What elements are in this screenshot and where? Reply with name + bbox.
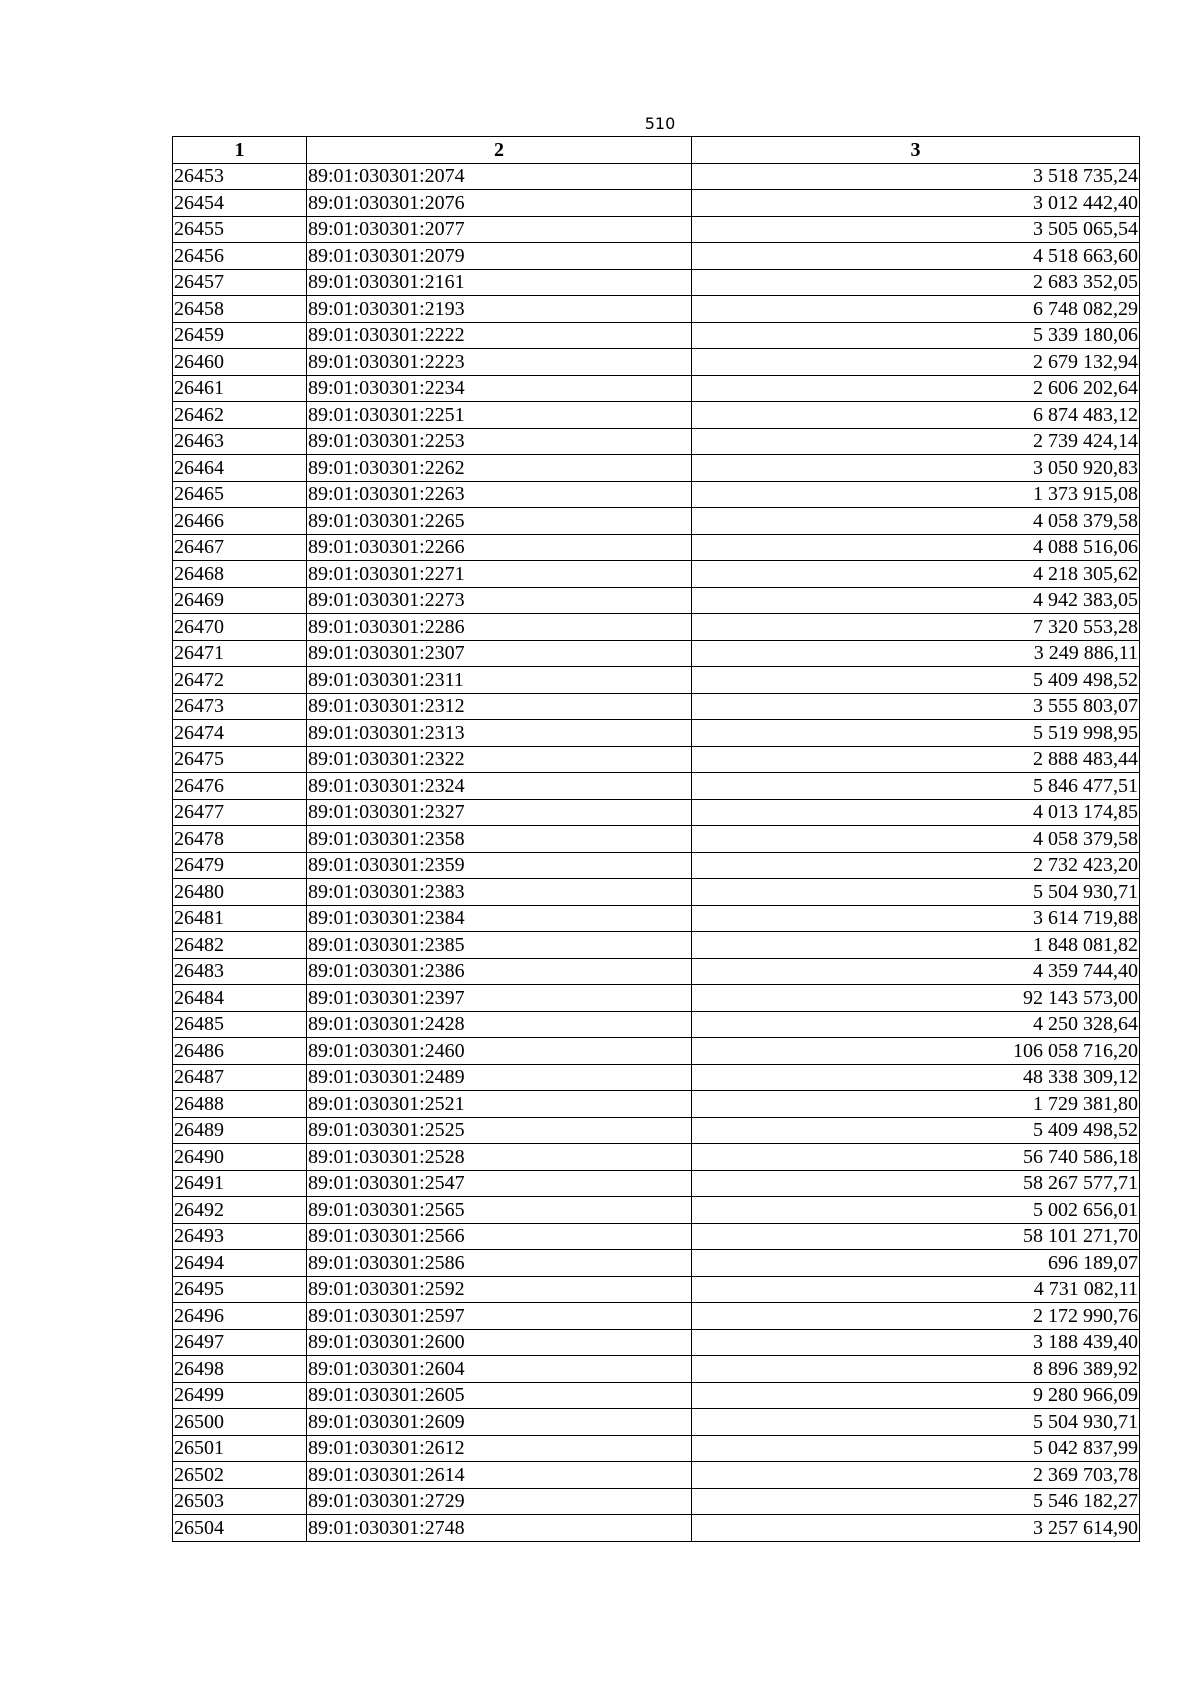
row-number-cell: 26462 <box>173 402 307 429</box>
value-cell: 2 606 202,64 <box>692 375 1140 402</box>
table-row <box>173 534 1140 561</box>
cadastral-number-cell: 89:01:030301:2605 <box>307 1382 692 1409</box>
header-row <box>173 137 1140 164</box>
value-cell: 1 373 915,08 <box>692 481 1140 508</box>
header-col-3: 3 <box>692 137 1140 164</box>
cadastral-number-cell: 89:01:030301:2273 <box>307 587 692 614</box>
value-cell: 2 369 703,78 <box>692 1462 1140 1489</box>
value-cell: 5 002 656,01 <box>692 1197 1140 1224</box>
cadastral-number-cell: 89:01:030301:2263 <box>307 481 692 508</box>
value-cell: 5 409 498,52 <box>692 667 1140 694</box>
table-row <box>173 163 1140 190</box>
cadastral-number-cell: 89:01:030301:2312 <box>307 693 692 720</box>
table-row <box>173 1303 1140 1330</box>
value-cell: 3 012 442,40 <box>692 190 1140 217</box>
cadastral-number-cell: 89:01:030301:2528 <box>307 1144 692 1171</box>
value-cell: 2 679 132,94 <box>692 349 1140 376</box>
page-number: 510 <box>644 114 676 133</box>
cadastral-number-cell: 89:01:030301:2383 <box>307 879 692 906</box>
row-number-cell: 26496 <box>173 1303 307 1330</box>
row-number-cell: 26500 <box>173 1409 307 1436</box>
row-number-cell: 26473 <box>173 693 307 720</box>
row-number-cell: 26492 <box>173 1197 307 1224</box>
row-number-cell: 26501 <box>173 1435 307 1462</box>
row-number-cell: 26497 <box>173 1329 307 1356</box>
row-number-cell: 26485 <box>173 1011 307 1038</box>
row-number-cell: 26479 <box>173 852 307 879</box>
table-row <box>173 561 1140 588</box>
row-number-cell: 26490 <box>173 1144 307 1171</box>
table-row <box>173 1409 1140 1436</box>
cadastral-number-cell: 89:01:030301:2265 <box>307 508 692 535</box>
cadastral-number-cell: 89:01:030301:2324 <box>307 773 692 800</box>
row-number-cell: 26463 <box>173 428 307 455</box>
cadastral-number-cell: 89:01:030301:2266 <box>307 534 692 561</box>
table-row <box>173 322 1140 349</box>
value-cell: 3 614 719,88 <box>692 905 1140 932</box>
value-cell: 58 101 271,70 <box>692 1223 1140 1250</box>
cadastral-number-cell: 89:01:030301:2074 <box>307 163 692 190</box>
table-row <box>173 1488 1140 1515</box>
cadastral-number-cell: 89:01:030301:2592 <box>307 1276 692 1303</box>
table-row <box>173 1515 1140 1542</box>
row-number-cell: 26453 <box>173 163 307 190</box>
value-cell: 5 504 930,71 <box>692 879 1140 906</box>
table-row <box>173 1223 1140 1250</box>
value-cell: 2 888 483,44 <box>692 746 1140 773</box>
table-row <box>173 852 1140 879</box>
value-cell: 5 504 930,71 <box>692 1409 1140 1436</box>
table-row <box>173 932 1140 959</box>
row-number-cell: 26468 <box>173 561 307 588</box>
table-row <box>173 614 1140 641</box>
table-row <box>173 1462 1140 1489</box>
value-cell: 2 683 352,05 <box>692 269 1140 296</box>
cadastral-number-cell: 89:01:030301:2193 <box>307 296 692 323</box>
table-row <box>173 190 1140 217</box>
row-number-cell: 26467 <box>173 534 307 561</box>
row-number-cell: 26491 <box>173 1170 307 1197</box>
value-cell: 3 257 614,90 <box>692 1515 1140 1542</box>
row-number-cell: 26499 <box>173 1382 307 1409</box>
cadastral-number-cell: 89:01:030301:2428 <box>307 1011 692 1038</box>
cadastral-number-cell: 89:01:030301:2489 <box>307 1064 692 1091</box>
cadastral-number-cell: 89:01:030301:2565 <box>307 1197 692 1224</box>
value-cell: 696 189,07 <box>692 1250 1140 1277</box>
value-cell: 5 846 477,51 <box>692 773 1140 800</box>
cadastral-number-cell: 89:01:030301:2271 <box>307 561 692 588</box>
table-header <box>173 137 1140 164</box>
cadastral-number-cell: 89:01:030301:2597 <box>307 1303 692 1330</box>
cadastral-number-cell: 89:01:030301:2327 <box>307 799 692 826</box>
cadastral-number-cell: 89:01:030301:2359 <box>307 852 692 879</box>
row-number-cell: 26480 <box>173 879 307 906</box>
row-number-cell: 26495 <box>173 1276 307 1303</box>
value-cell: 2 172 990,76 <box>692 1303 1140 1330</box>
value-cell: 48 338 309,12 <box>692 1064 1140 1091</box>
cadastral-number-cell: 89:01:030301:2253 <box>307 428 692 455</box>
table-row <box>173 375 1140 402</box>
cadastral-number-cell: 89:01:030301:2079 <box>307 243 692 270</box>
header-col-2: 2 <box>307 137 692 164</box>
table-row <box>173 826 1140 853</box>
value-cell: 3 188 439,40 <box>692 1329 1140 1356</box>
value-cell: 1 729 381,80 <box>692 1091 1140 1118</box>
row-number-cell: 26470 <box>173 614 307 641</box>
value-cell: 4 731 082,11 <box>692 1276 1140 1303</box>
table-row <box>173 243 1140 270</box>
value-cell: 106 058 716,20 <box>692 1038 1140 1065</box>
table-row <box>173 296 1140 323</box>
table-row <box>173 1117 1140 1144</box>
row-number-cell: 26493 <box>173 1223 307 1250</box>
table-row <box>173 693 1140 720</box>
cadastral-number-cell: 89:01:030301:2384 <box>307 905 692 932</box>
row-number-cell: 26464 <box>173 455 307 482</box>
cadastral-number-cell: 89:01:030301:2322 <box>307 746 692 773</box>
cadastral-number-cell: 89:01:030301:2586 <box>307 1250 692 1277</box>
cadastral-number-cell: 89:01:030301:2600 <box>307 1329 692 1356</box>
row-number-cell: 26498 <box>173 1356 307 1383</box>
table-row <box>173 1170 1140 1197</box>
table-row <box>173 428 1140 455</box>
table-body <box>173 163 1140 1541</box>
cadastral-number-cell: 89:01:030301:2547 <box>307 1170 692 1197</box>
cadastral-number-cell: 89:01:030301:2521 <box>307 1091 692 1118</box>
value-cell: 6 874 483,12 <box>692 402 1140 429</box>
value-cell: 3 505 065,54 <box>692 216 1140 243</box>
cadastral-number-cell: 89:01:030301:2612 <box>307 1435 692 1462</box>
row-number-cell: 26465 <box>173 481 307 508</box>
value-cell: 56 740 586,18 <box>692 1144 1140 1171</box>
cadastral-number-cell: 89:01:030301:2223 <box>307 349 692 376</box>
table-row <box>173 1329 1140 1356</box>
header-col-1: 1 <box>173 137 307 164</box>
row-number-cell: 26458 <box>173 296 307 323</box>
cadastral-number-cell: 89:01:030301:2222 <box>307 322 692 349</box>
row-number-cell: 26489 <box>173 1117 307 1144</box>
value-cell: 4 218 305,62 <box>692 561 1140 588</box>
row-number-cell: 26487 <box>173 1064 307 1091</box>
cadastral-number-cell: 89:01:030301:2311 <box>307 667 692 694</box>
cadastral-number-cell: 89:01:030301:2234 <box>307 375 692 402</box>
value-cell: 3 050 920,83 <box>692 455 1140 482</box>
row-number-cell: 26474 <box>173 720 307 747</box>
cadastral-number-cell: 89:01:030301:2748 <box>307 1515 692 1542</box>
value-cell: 6 748 082,29 <box>692 296 1140 323</box>
table-row <box>173 1064 1140 1091</box>
value-cell: 4 250 328,64 <box>692 1011 1140 1038</box>
row-number-cell: 26454 <box>173 190 307 217</box>
table-row <box>173 1038 1140 1065</box>
cadastral-number-cell: 89:01:030301:2313 <box>307 720 692 747</box>
cadastral-number-cell: 89:01:030301:2460 <box>307 1038 692 1065</box>
row-number-cell: 26460 <box>173 349 307 376</box>
value-cell: 8 896 389,92 <box>692 1356 1140 1383</box>
table-row <box>173 1091 1140 1118</box>
value-cell: 3 249 886,11 <box>692 640 1140 667</box>
table-row <box>173 985 1140 1012</box>
cadastral-number-cell: 89:01:030301:2385 <box>307 932 692 959</box>
table-row <box>173 269 1140 296</box>
row-number-cell: 26461 <box>173 375 307 402</box>
cadastral-number-cell: 89:01:030301:2358 <box>307 826 692 853</box>
cadastral-number-cell: 89:01:030301:2729 <box>307 1488 692 1515</box>
cadastral-number-cell: 89:01:030301:2262 <box>307 455 692 482</box>
row-number-cell: 26488 <box>173 1091 307 1118</box>
value-cell: 4 942 383,05 <box>692 587 1140 614</box>
cadastral-number-cell: 89:01:030301:2609 <box>307 1409 692 1436</box>
table-row <box>173 667 1140 694</box>
value-cell: 3 518 735,24 <box>692 163 1140 190</box>
value-cell: 2 739 424,14 <box>692 428 1140 455</box>
row-number-cell: 26469 <box>173 587 307 614</box>
value-cell: 9 280 966,09 <box>692 1382 1140 1409</box>
row-number-cell: 26481 <box>173 905 307 932</box>
table-row <box>173 746 1140 773</box>
value-cell: 92 143 573,00 <box>692 985 1140 1012</box>
table-row <box>173 1011 1140 1038</box>
table-row <box>173 216 1140 243</box>
cadastral-number-cell: 89:01:030301:2566 <box>307 1223 692 1250</box>
value-cell: 2 732 423,20 <box>692 852 1140 879</box>
value-cell: 4 058 379,58 <box>692 826 1140 853</box>
table-row <box>173 455 1140 482</box>
table-row <box>173 481 1140 508</box>
table-row <box>173 640 1140 667</box>
row-number-cell: 26472 <box>173 667 307 694</box>
row-number-cell: 26483 <box>173 958 307 985</box>
value-cell: 4 088 516,06 <box>692 534 1140 561</box>
value-cell: 5 409 498,52 <box>692 1117 1140 1144</box>
row-number-cell: 26466 <box>173 508 307 535</box>
table-row <box>173 773 1140 800</box>
table-row <box>173 1382 1140 1409</box>
value-cell: 4 058 379,58 <box>692 508 1140 535</box>
table-row <box>173 905 1140 932</box>
table-row <box>173 1250 1140 1277</box>
row-number-cell: 26486 <box>173 1038 307 1065</box>
table-row <box>173 799 1140 826</box>
value-cell: 5 546 182,27 <box>692 1488 1140 1515</box>
table-row <box>173 720 1140 747</box>
row-number-cell: 26484 <box>173 985 307 1012</box>
cadastral-number-cell: 89:01:030301:2386 <box>307 958 692 985</box>
cadastral-number-cell: 89:01:030301:2604 <box>307 1356 692 1383</box>
row-number-cell: 26475 <box>173 746 307 773</box>
table-row <box>173 1356 1140 1383</box>
row-number-cell: 26503 <box>173 1488 307 1515</box>
row-number-cell: 26502 <box>173 1462 307 1489</box>
value-cell: 4 518 663,60 <box>692 243 1140 270</box>
cadastral-number-cell: 89:01:030301:2525 <box>307 1117 692 1144</box>
cadastral-number-cell: 89:01:030301:2614 <box>307 1462 692 1489</box>
cadastral-number-cell: 89:01:030301:2251 <box>307 402 692 429</box>
table-row <box>173 1276 1140 1303</box>
row-number-cell: 26482 <box>173 932 307 959</box>
row-number-cell: 26476 <box>173 773 307 800</box>
row-number-cell: 26456 <box>173 243 307 270</box>
row-number-cell: 26455 <box>173 216 307 243</box>
table-row <box>173 402 1140 429</box>
cadastral-number-cell: 89:01:030301:2397 <box>307 985 692 1012</box>
table-row <box>173 1435 1140 1462</box>
table-row <box>173 879 1140 906</box>
value-cell: 5 339 180,06 <box>692 322 1140 349</box>
table-row <box>173 958 1140 985</box>
row-number-cell: 26459 <box>173 322 307 349</box>
value-cell: 7 320 553,28 <box>692 614 1140 641</box>
table-row <box>173 1197 1140 1224</box>
row-number-cell: 26494 <box>173 1250 307 1277</box>
table-row <box>173 587 1140 614</box>
cadastral-number-cell: 89:01:030301:2307 <box>307 640 692 667</box>
table-row <box>173 1144 1140 1171</box>
row-number-cell: 26471 <box>173 640 307 667</box>
row-number-cell: 26457 <box>173 269 307 296</box>
cadastral-number-cell: 89:01:030301:2286 <box>307 614 692 641</box>
cadastral-number-cell: 89:01:030301:2077 <box>307 216 692 243</box>
value-cell: 4 359 744,40 <box>692 958 1140 985</box>
data-table <box>172 136 1140 1542</box>
row-number-cell: 26478 <box>173 826 307 853</box>
value-cell: 58 267 577,71 <box>692 1170 1140 1197</box>
cadastral-number-cell: 89:01:030301:2076 <box>307 190 692 217</box>
value-cell: 4 013 174,85 <box>692 799 1140 826</box>
table-row <box>173 508 1140 535</box>
value-cell: 5 519 998,95 <box>692 720 1140 747</box>
value-cell: 1 848 081,82 <box>692 932 1140 959</box>
table-row <box>173 349 1140 376</box>
value-cell: 3 555 803,07 <box>692 693 1140 720</box>
cadastral-number-cell: 89:01:030301:2161 <box>307 269 692 296</box>
row-number-cell: 26504 <box>173 1515 307 1542</box>
row-number-cell: 26477 <box>173 799 307 826</box>
value-cell: 5 042 837,99 <box>692 1435 1140 1462</box>
